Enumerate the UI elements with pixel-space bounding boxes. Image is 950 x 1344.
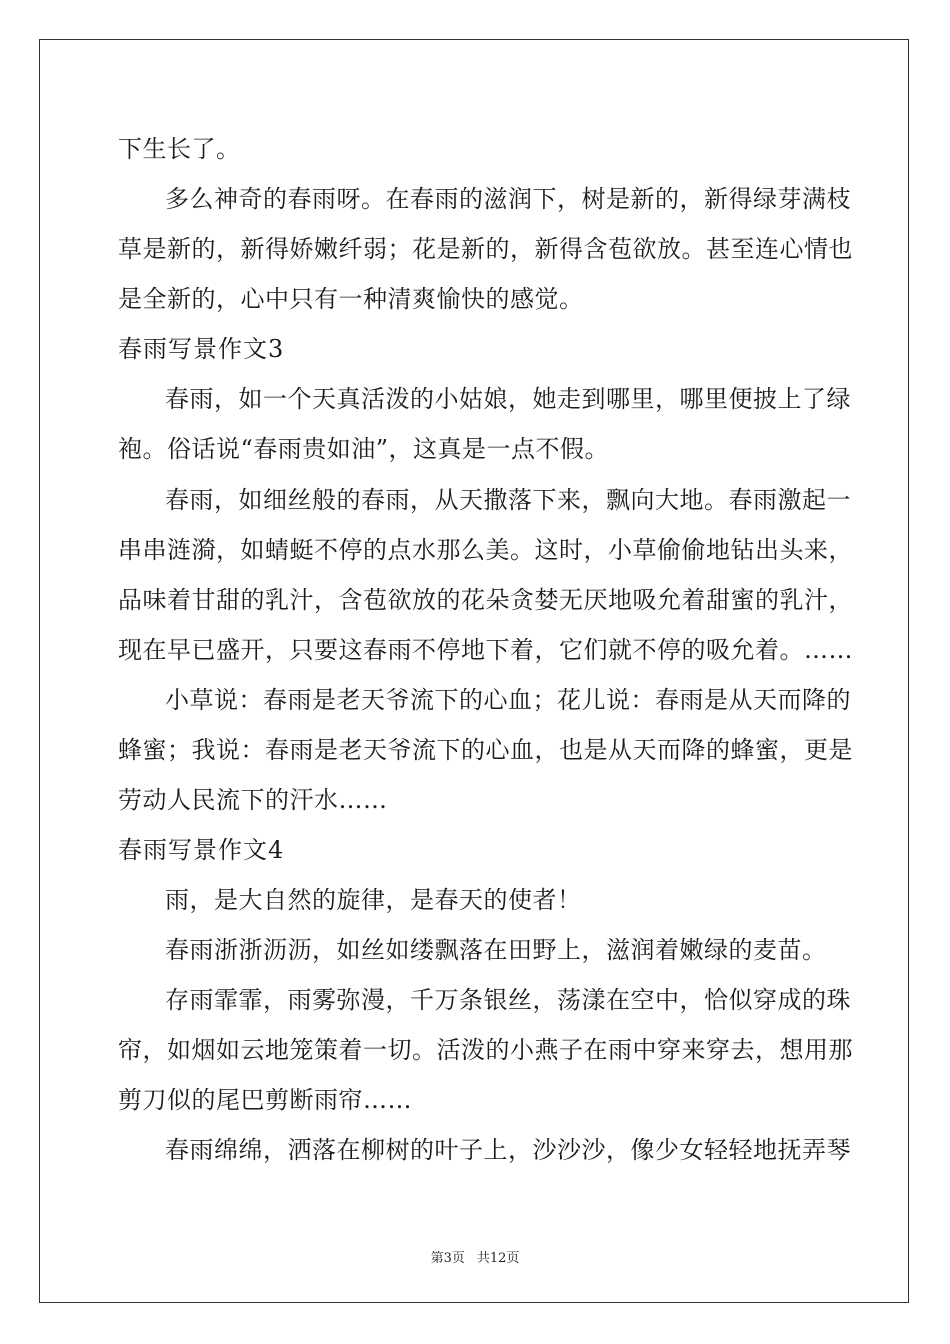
paragraph-line: 是全新的，心中只有一种清爽愉快的感觉。 (118, 285, 584, 313)
paragraph-line: 春雨，如一个天真活泼的小姑娘，她走到哪里，哪里便披上了绿 (165, 385, 851, 413)
page-total: 共12页 (476, 1251, 520, 1266)
section-heading: 春雨写景作文3 (118, 335, 285, 363)
paragraph-line: 多么神奇的春雨呀。在春雨的滋润下，树是新的，新得绿芽满枝 (165, 185, 851, 213)
paragraph-line: 剪刀似的尾巴剪断雨帘…… (118, 1086, 412, 1114)
paragraph-line: 帘，如烟如云地笼策着一切。活泼的小燕子在雨中穿来穿去，想用那 (118, 1036, 853, 1064)
paragraph-line: 春雨浙浙沥沥，如丝如缕飘落在田野上，滋润着嫩绿的麦苗。 (165, 936, 827, 964)
paragraph-line: 劳动人民流下的汗水…… (118, 786, 388, 814)
paragraph-line: 串串涟漪，如蜻蜓不停的点水那么美。这时，小草偷偷地钻出头来， (118, 536, 853, 564)
paragraph-line: 草是新的，新得娇嫩纤弱；花是新的，新得含苞欲放。甚至连心情也 (118, 235, 853, 263)
page-footer (0, 1247, 950, 1266)
paragraph-line: 存雨霏霏，雨雾弥漫，千万条银丝，荡漾在空中，恰似穿成的珠 (165, 986, 851, 1014)
page-number: 第3页 (430, 1251, 465, 1266)
paragraph-line: 下生长了。 (118, 135, 241, 163)
paragraph-line: 雨，是大自然的旋律，是春天的使者！ (165, 886, 582, 914)
paragraph-line: 现在早已盛开，只要这春雨不停地下着，它们就不停的吸允着。…… (118, 636, 853, 664)
section-heading: 春雨写景作文4 (118, 836, 285, 864)
paragraph-line: 品味着甘甜的乳汁，含苞欲放的花朵贪婪无厌地吸允着甜蜜的乳汁， (118, 586, 853, 614)
paragraph-line: 袍。俗话说“春雨贵如油”，这真是一点不假。 (118, 435, 610, 463)
paragraph-line: 春雨绵绵，洒落在柳树的叶子上，沙沙沙，像少女轻轻地抚弄琴 (165, 1136, 851, 1164)
paragraph-line: 春雨，如细丝般的春雨，从天撒落下来，飘向大地。春雨激起一 (165, 486, 851, 514)
paragraph-line: 小草说：春雨是老天爷流下的心血；花儿说：春雨是从天而降的 (165, 686, 851, 714)
paragraph-line: 蜂蜜；我说：春雨是老天爷流下的心血，也是从天而降的蜂蜜，更是 (118, 736, 853, 764)
